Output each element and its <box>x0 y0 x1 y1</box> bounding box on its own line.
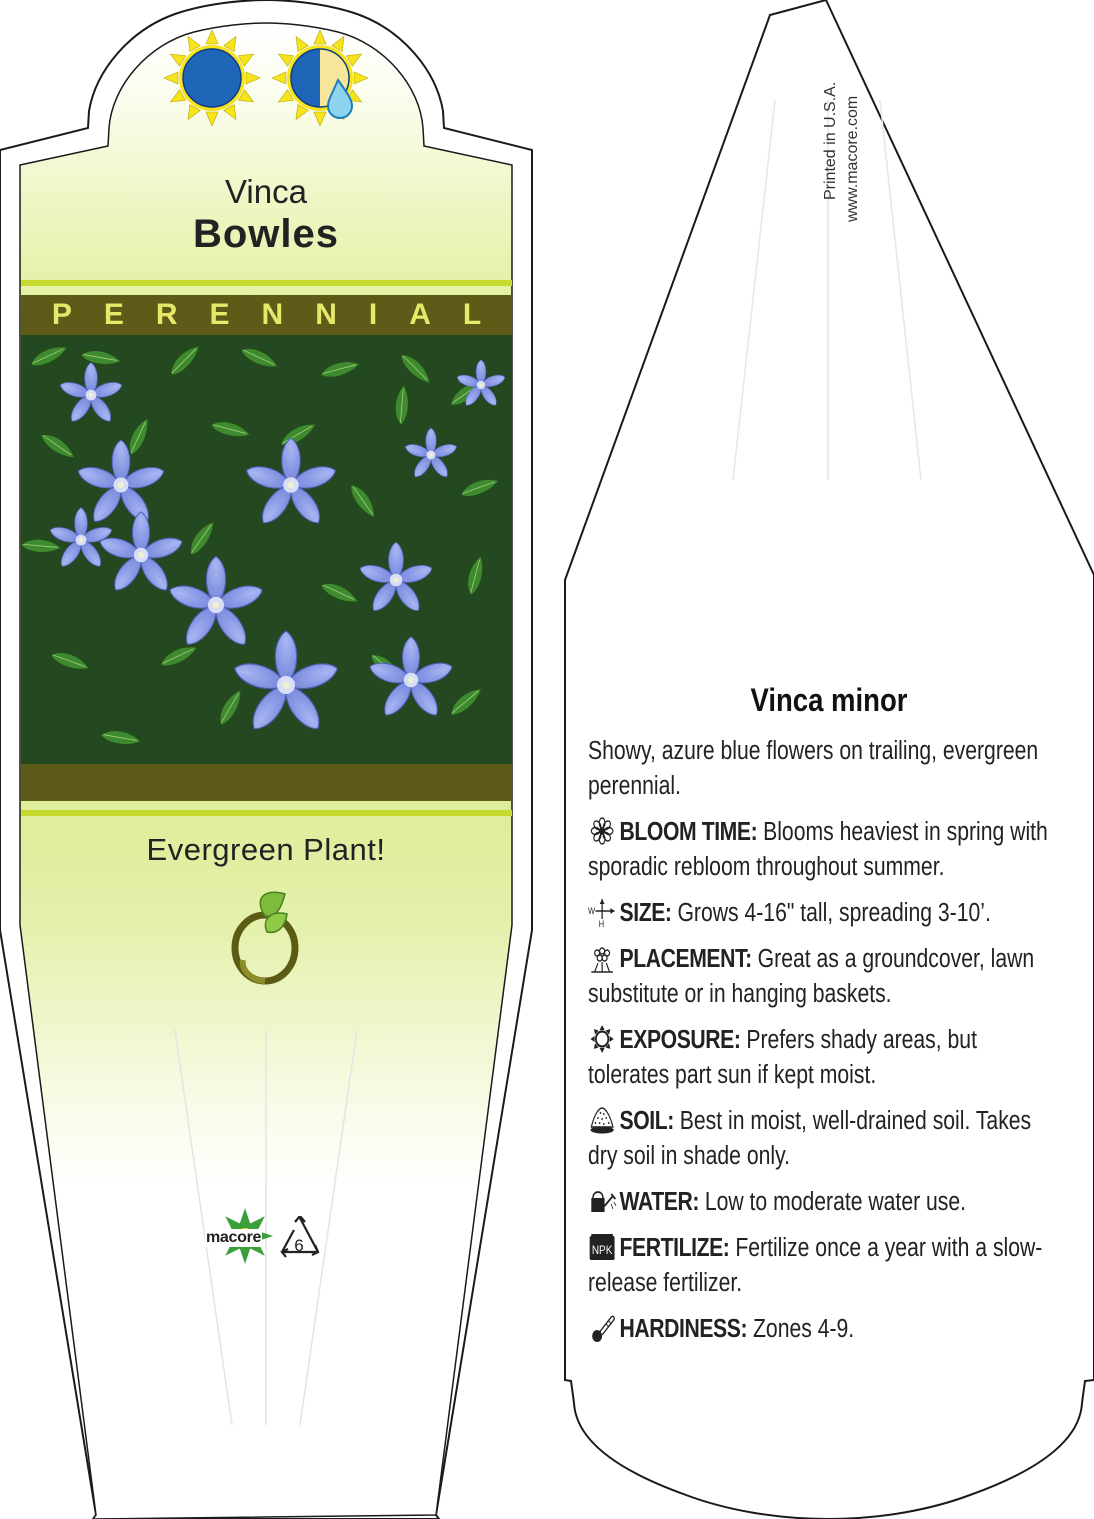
bloom-time-text: Blooms heaviest in spring with sporadic rebloom throughout summer. <box>588 818 1048 881</box>
soil-icon <box>588 1105 616 1135</box>
fertilize-text: Fertilize once a year with a slow-release fertilizer. <box>588 1234 1043 1297</box>
printed-in: Printed in U.S.A. <box>822 81 839 200</box>
part-sun-water-icon <box>270 28 370 128</box>
bottom-lime-rule <box>21 810 512 816</box>
size-icon-w: W <box>588 906 596 917</box>
plant-genus: Vinca <box>225 173 307 210</box>
size-icon <box>588 897 616 927</box>
thermometer-icon <box>588 1313 616 1343</box>
water-text: Low to moderate water use. <box>704 1188 967 1216</box>
bloom-time-label: BLOOM TIME: <box>619 818 758 846</box>
watering-can-icon <box>588 1186 616 1216</box>
placement-label: PLACEMENT: <box>619 945 752 973</box>
bloom-time-row <box>588 815 1053 885</box>
water-row <box>588 1185 1053 1220</box>
recycle-code: 6 <box>294 1236 304 1255</box>
category-band <box>21 295 512 335</box>
website: www.macore.com <box>844 95 861 222</box>
fertilizer-icon <box>588 1232 616 1262</box>
full-sun-icon <box>162 28 262 128</box>
size-row <box>588 896 1053 931</box>
exposure-label: EXPOSURE: <box>619 1026 741 1054</box>
brand-name: macore <box>206 1229 262 1246</box>
bloom-icon <box>588 816 616 846</box>
soil-row <box>588 1104 1053 1174</box>
botanical-name: Vinca minor <box>750 682 908 718</box>
size-text: Grows 4-16" tall, spreading 3-10’. <box>677 899 991 927</box>
hardiness-row <box>588 1312 1053 1347</box>
hardiness-text: Zones 4-9. <box>752 1315 855 1343</box>
tagline: Evergreen Plant! <box>146 832 386 867</box>
top-lime-rule <box>21 280 512 286</box>
hardiness-label: HARDINESS: <box>619 1315 748 1343</box>
description: Showy, azure blue flowers on trailing, evergreen perennial. <box>588 737 1039 800</box>
print-info <box>820 81 864 222</box>
plant-photo <box>21 335 512 764</box>
soil-label: SOIL: <box>619 1107 674 1135</box>
photo-bottom-band <box>21 764 512 801</box>
exposure-text: Prefers shady areas, but tolerates part sun if kept moist. <box>588 1026 977 1089</box>
care-instructions <box>588 734 1053 1358</box>
water-label: WATER: <box>619 1188 699 1216</box>
plant-variety: Bowles <box>192 212 340 256</box>
fertilizer-icon-text: NPK <box>591 1244 613 1258</box>
size-label: SIZE: <box>619 899 672 927</box>
soil-text: Best in moist, well-drained soil. Takes dry soil in shade only. <box>588 1107 1032 1170</box>
evergreen-leaf-icon <box>225 888 305 988</box>
size-icon-h: H <box>598 919 605 927</box>
placement-text: Great as a groundcover, lawn substitute or in hanging baskets. <box>588 945 1035 1008</box>
exposure-icon <box>588 1024 616 1054</box>
category-label: PERENNIAL <box>51 298 514 331</box>
fertilize-row <box>588 1231 1053 1301</box>
fertilize-label: FERTILIZE: <box>619 1234 730 1262</box>
placement-row <box>588 942 1053 1012</box>
placement-icon <box>588 943 616 973</box>
exposure-row <box>588 1023 1053 1093</box>
